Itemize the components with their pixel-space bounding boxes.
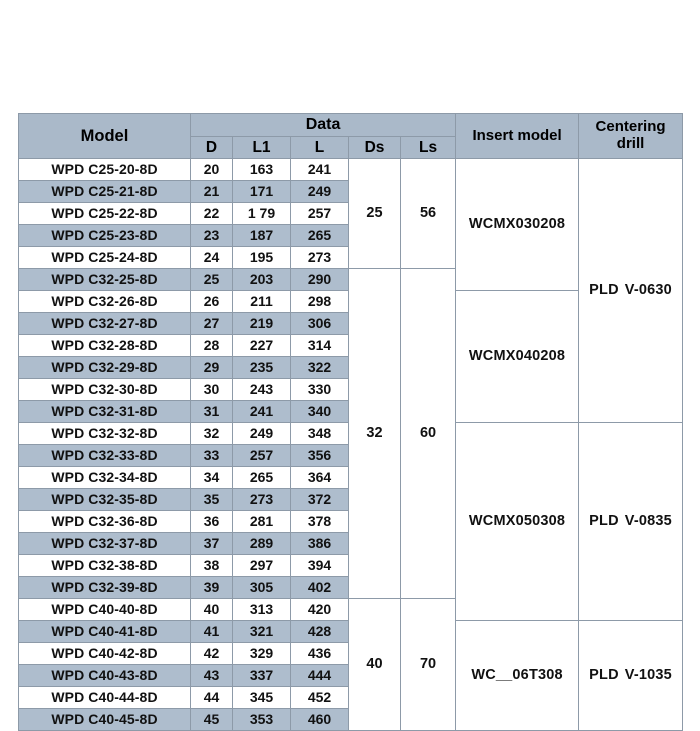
cell-l: 402	[291, 577, 349, 599]
cell-centering-drill	[579, 621, 683, 731]
centering-drill-label-line1: Centering	[595, 118, 666, 136]
specification-table	[18, 113, 683, 731]
cell-model: WPD C32-37-8D	[19, 533, 191, 555]
cell-d: 43	[191, 665, 233, 687]
cell-model: WPD C32-30-8D	[19, 379, 191, 401]
cell-l: 444	[291, 665, 349, 687]
cell-l1: 241	[233, 401, 291, 423]
cell-l1: 313	[233, 599, 291, 621]
column-header-l: L	[291, 137, 349, 159]
column-header-model: Model	[19, 114, 191, 159]
cell-d: 36	[191, 511, 233, 533]
cell-l1: 273	[233, 489, 291, 511]
cell-l1: 243	[233, 379, 291, 401]
cell-l: 378	[291, 511, 349, 533]
cell-l: 241	[291, 159, 349, 181]
cell-l1: 345	[233, 687, 291, 709]
cell-l: 273	[291, 247, 349, 269]
cell-model: WPD C32-29-8D	[19, 357, 191, 379]
cell-model: WPD C40-45-8D	[19, 709, 191, 731]
cell-d: 31	[191, 401, 233, 423]
cell-l: 364	[291, 467, 349, 489]
table-body	[19, 159, 683, 731]
cell-ls-group: 70	[401, 599, 456, 731]
cell-l1: 211	[233, 291, 291, 313]
cell-d: 26	[191, 291, 233, 313]
cell-l: 340	[291, 401, 349, 423]
column-header-insert-model: Insert model	[456, 114, 579, 159]
column-header-d: D	[191, 137, 233, 159]
column-header-data-group: Data	[191, 114, 456, 137]
header-row-top	[19, 114, 683, 137]
cell-d: 33	[191, 445, 233, 467]
cell-d: 23	[191, 225, 233, 247]
cell-l1: 353	[233, 709, 291, 731]
cell-l: 452	[291, 687, 349, 709]
cell-l1: 297	[233, 555, 291, 577]
cell-d: 34	[191, 467, 233, 489]
cell-insert-model: WCMX030208	[456, 159, 579, 291]
centering-drill-prefix: PLD	[589, 282, 619, 299]
cell-l1: 219	[233, 313, 291, 335]
cell-l1: 1 79	[233, 203, 291, 225]
cell-d: 32	[191, 423, 233, 445]
cell-ds-group: 25	[349, 159, 401, 269]
cell-d: 45	[191, 709, 233, 731]
cell-l1: 257	[233, 445, 291, 467]
cell-model: WPD C25-21-8D	[19, 181, 191, 203]
cell-l1: 249	[233, 423, 291, 445]
cell-l1: 281	[233, 511, 291, 533]
cell-model: WPD C25-22-8D	[19, 203, 191, 225]
cell-l1: 187	[233, 225, 291, 247]
cell-insert-model: WCMX050308	[456, 423, 579, 621]
cell-l: 394	[291, 555, 349, 577]
cell-l: 420	[291, 599, 349, 621]
cell-model: WPD C32-35-8D	[19, 489, 191, 511]
cell-l1: 203	[233, 269, 291, 291]
cell-l: 314	[291, 335, 349, 357]
cell-l1: 265	[233, 467, 291, 489]
specification-table-wrapper	[18, 113, 682, 731]
cell-model: WPD C32-26-8D	[19, 291, 191, 313]
cell-model: WPD C25-20-8D	[19, 159, 191, 181]
cell-l: 290	[291, 269, 349, 291]
centering-drill-code: V-1035	[624, 667, 672, 684]
centering-drill-prefix: PLD	[589, 513, 619, 530]
cell-d: 27	[191, 313, 233, 335]
cell-d: 42	[191, 643, 233, 665]
cell-insert-model: WCMX040208	[456, 291, 579, 423]
centering-drill-code: V-0835	[624, 513, 672, 530]
cell-l: 265	[291, 225, 349, 247]
table-row	[19, 159, 683, 181]
cell-l: 372	[291, 489, 349, 511]
cell-d: 35	[191, 489, 233, 511]
cell-l: 356	[291, 445, 349, 467]
cell-l: 322	[291, 357, 349, 379]
cell-l: 298	[291, 291, 349, 313]
cell-d: 41	[191, 621, 233, 643]
cell-ls-group: 56	[401, 159, 456, 269]
cell-model: WPD C40-44-8D	[19, 687, 191, 709]
cell-model: WPD C32-36-8D	[19, 511, 191, 533]
cell-l: 436	[291, 643, 349, 665]
cell-d: 30	[191, 379, 233, 401]
cell-l: 257	[291, 203, 349, 225]
cell-d: 22	[191, 203, 233, 225]
cell-l1: 329	[233, 643, 291, 665]
cell-d: 38	[191, 555, 233, 577]
centering-drill-label-line2: drill	[616, 135, 645, 152]
cell-d: 21	[191, 181, 233, 203]
cell-l1: 305	[233, 577, 291, 599]
centering-drill-code: V-0630	[624, 282, 672, 299]
cell-model: WPD C32-28-8D	[19, 335, 191, 357]
cell-insert-model: WC__06T308	[456, 621, 579, 731]
cell-l: 306	[291, 313, 349, 335]
column-header-ls: Ls	[401, 137, 456, 159]
cell-d: 40	[191, 599, 233, 621]
cell-d: 24	[191, 247, 233, 269]
cell-model: WPD C32-38-8D	[19, 555, 191, 577]
cell-model: WPD C40-42-8D	[19, 643, 191, 665]
cell-model: WPD C40-40-8D	[19, 599, 191, 621]
cell-model: WPD C32-39-8D	[19, 577, 191, 599]
cell-l1: 235	[233, 357, 291, 379]
cell-model: WPD C25-24-8D	[19, 247, 191, 269]
cell-d: 37	[191, 533, 233, 555]
cell-l1: 195	[233, 247, 291, 269]
cell-d: 20	[191, 159, 233, 181]
cell-centering-drill	[579, 423, 683, 621]
cell-l1: 289	[233, 533, 291, 555]
cell-l: 460	[291, 709, 349, 731]
cell-model: WPD C32-25-8D	[19, 269, 191, 291]
cell-d: 29	[191, 357, 233, 379]
cell-l: 428	[291, 621, 349, 643]
cell-model: WPD C32-31-8D	[19, 401, 191, 423]
cell-l: 330	[291, 379, 349, 401]
cell-l1: 163	[233, 159, 291, 181]
cell-ds-group: 40	[349, 599, 401, 731]
cell-centering-drill	[579, 159, 683, 423]
cell-l: 249	[291, 181, 349, 203]
cell-model: WPD C40-43-8D	[19, 665, 191, 687]
centering-drill-prefix: PLD	[589, 667, 619, 684]
cell-l: 386	[291, 533, 349, 555]
cell-l1: 321	[233, 621, 291, 643]
cell-model: WPD C32-32-8D	[19, 423, 191, 445]
column-header-l1: L1	[233, 137, 291, 159]
cell-model: WPD C32-27-8D	[19, 313, 191, 335]
cell-model: WPD C40-41-8D	[19, 621, 191, 643]
cell-model: WPD C25-23-8D	[19, 225, 191, 247]
cell-model: WPD C32-33-8D	[19, 445, 191, 467]
cell-l1: 337	[233, 665, 291, 687]
cell-d: 28	[191, 335, 233, 357]
cell-ds-group: 32	[349, 269, 401, 599]
cell-d: 39	[191, 577, 233, 599]
cell-model: WPD C32-34-8D	[19, 467, 191, 489]
cell-l: 348	[291, 423, 349, 445]
column-header-ds: Ds	[349, 137, 401, 159]
column-header-centering-drill	[579, 114, 683, 159]
cell-d: 44	[191, 687, 233, 709]
cell-l1: 227	[233, 335, 291, 357]
cell-ls-group: 60	[401, 269, 456, 599]
cell-d: 25	[191, 269, 233, 291]
cell-l1: 171	[233, 181, 291, 203]
table-header	[19, 114, 683, 159]
